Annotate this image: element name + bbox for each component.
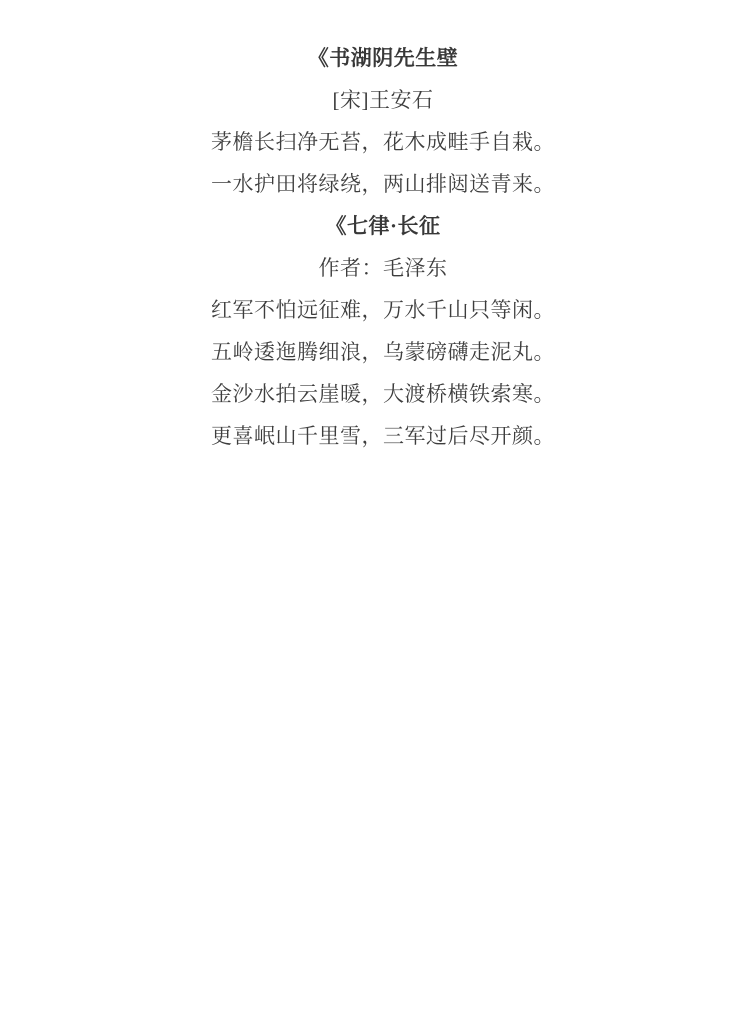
poem-2-author: 作者：毛泽东 — [318, 256, 448, 280]
poem-2-line-3: 金沙水拍云崖暖，大渡桥横铁索寒。 — [211, 382, 555, 406]
poem-2-line-1: 红军不怕远征难，万水千山只等闲。 — [211, 298, 555, 322]
poem-1-title: 《书湖阴先生壁 — [307, 46, 459, 70]
poem-2-title: 《七律·长征 — [325, 214, 441, 238]
poem-2-line-4: 更喜岷山千里雪，三军过后尽开颜。 — [211, 424, 555, 448]
poem-2-line-2: 五岭逶迤腾细浪，乌蒙磅礴走泥丸。 — [211, 340, 555, 364]
poem-1-line-1: 茅檐长扫净无苔，花木成畦手自栽。 — [211, 130, 555, 154]
poem-1-line-2: 一水护田将绿绕，两山排闼送青来。 — [211, 172, 555, 196]
poem-1-author: [宋]王安石 — [332, 88, 434, 112]
